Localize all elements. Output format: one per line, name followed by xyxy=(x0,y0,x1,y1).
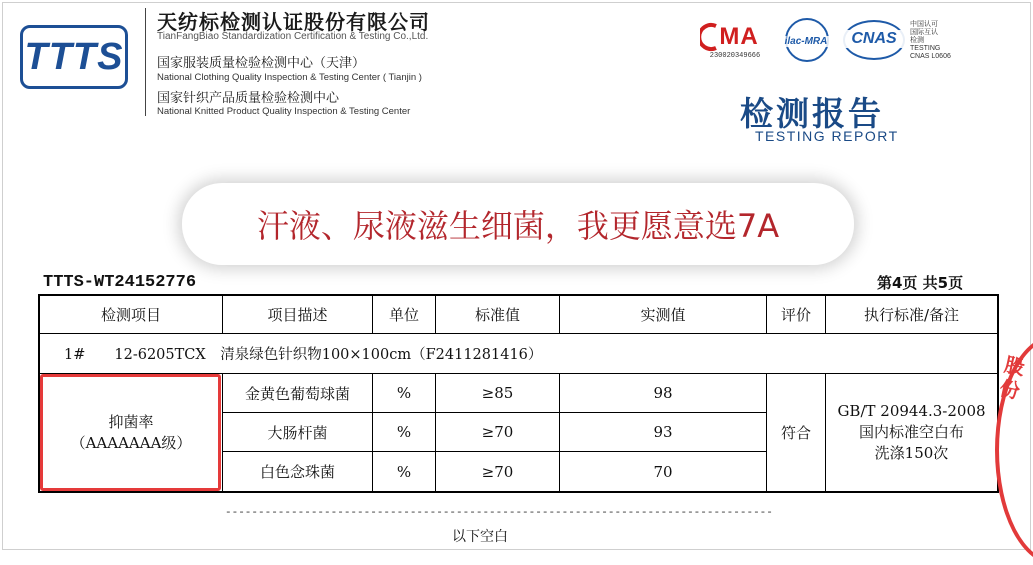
table-cell-unit: % xyxy=(373,374,436,413)
cnas-side-line: 国际互认 xyxy=(910,29,938,36)
cnas-side-text xyxy=(910,21,951,61)
cnas-label: CNAS xyxy=(841,30,907,48)
company-name-en: TianFangBiao Standardization Certification & Testing Co.,Ltd. xyxy=(157,31,429,42)
table-header-cell: 单位 xyxy=(373,296,436,334)
table-header-cell: 评价 xyxy=(767,296,826,334)
company-name-cn: 天纺标检测认证股份有限公司 xyxy=(157,10,430,34)
table-cell-unit: % xyxy=(373,413,436,452)
highlight-box xyxy=(40,374,221,491)
cnas-side-line: CNAS L0606 xyxy=(910,53,951,60)
evaluation-cell: 符合 xyxy=(767,374,826,491)
table-header-cell: 执行标准/备注 xyxy=(826,296,997,334)
slogan-bubble xyxy=(182,183,854,265)
cnas-side-line: 检测 xyxy=(910,37,924,44)
report-number: TTTS-WT24152776 xyxy=(43,273,197,292)
item-name: 抑菌率 xyxy=(108,412,154,431)
company-logo xyxy=(20,25,128,89)
report-title-en: TESTING REPORT xyxy=(755,128,899,144)
table-cell-standard: ≥85 xyxy=(436,374,560,413)
table-cell-standard: ≥70 xyxy=(436,452,560,491)
item-grade: （AAAAAAA级） xyxy=(70,433,192,452)
cnas-side-line: TESTING xyxy=(910,45,941,52)
slogan-text: 汗液、尿液滋生细菌，我更愿意选7A xyxy=(256,207,780,245)
ilac-mra-mark xyxy=(777,18,833,66)
remark-note: 国内标准空白布 xyxy=(858,423,964,441)
cma-mark xyxy=(700,22,766,62)
table-cell-unit: % xyxy=(373,452,436,491)
table-header-cell: 标准值 xyxy=(436,296,560,334)
table-header-cell: 检测项目 xyxy=(40,296,223,334)
cnas-side-line: 中国认可 xyxy=(910,21,938,28)
remark-wash: 洗涤150次 xyxy=(874,444,949,462)
page-indicator: 第4页 共5页 xyxy=(877,274,964,292)
table-cell-desc: 大肠杆菌 xyxy=(223,413,373,452)
report-title-cn: 检测报告 xyxy=(740,94,884,133)
table-cell-standard: ≥70 xyxy=(436,413,560,452)
ilac-label: ilac-MRA xyxy=(777,36,835,47)
center2-name-en: National Knitted Product Quality Inspection & Testing Center xyxy=(157,106,411,117)
table-cell-desc: 金黄色葡萄球菌 xyxy=(223,374,373,413)
blank-below-note: 以下空白 xyxy=(452,529,508,545)
seal-text: 股份 xyxy=(997,352,1027,404)
table-cell-desc: 白色念珠菌 xyxy=(223,452,373,491)
table-header-cell: 项目描述 xyxy=(223,296,373,334)
logo-text: TTTS xyxy=(24,35,124,78)
table-cell-measured: 93 xyxy=(560,413,767,452)
sample-row: 1# 12-6205TCX 清泉绿色针织物100×100cm（F2411281416） xyxy=(40,334,997,374)
center2-name-cn: 国家针织产品质量检验检测中心 xyxy=(157,91,340,106)
cma-label: MA xyxy=(719,23,759,50)
table-header-cell: 实测值 xyxy=(560,296,767,334)
cma-number: 230020349666 xyxy=(709,52,761,60)
remark-standard: GB/T 20944.3-2008 xyxy=(837,402,986,420)
header-divider xyxy=(145,8,146,116)
remark-cell xyxy=(826,374,997,491)
table-cell-measured: 98 xyxy=(560,374,767,413)
table-cell-measured: 70 xyxy=(560,452,767,491)
center1-name-cn: 国家服装质量检验检测中心（天津） xyxy=(157,56,366,71)
center1-name-en: National Clothing Quality Inspection & Testing Center ( Tianjin ) xyxy=(157,72,422,83)
end-dash-line: ----------------------------------------------------------------------------------- xyxy=(225,507,773,519)
